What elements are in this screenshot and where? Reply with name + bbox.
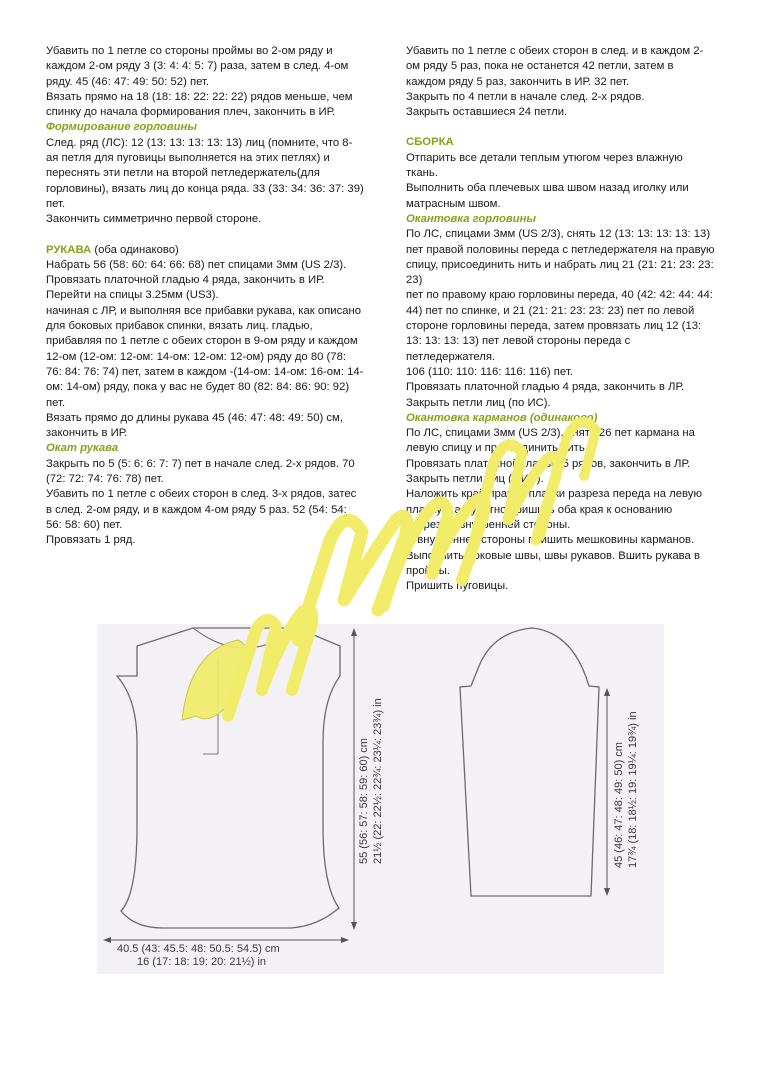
paragraph: Провязать платочной гладью 4 ряда, закончить в ЛР. (406, 381, 684, 394)
body-outline (117, 628, 340, 928)
sleeve-cap-heading: Окат рукава (46, 442, 119, 455)
width-in-label: 16 (17: 18: 19: 20: 21½) in (137, 956, 267, 968)
paragraph: Отпарить все детали теплым утюгом через влажную ткань. (406, 151, 683, 180)
body-height-in-label: 21½ (22: 22½: 22¾: 23¼: 23¾) in (372, 698, 384, 864)
paragraph: Убавить по 1 петле с обеих сторон в след. и в каждом 2-ом ряду 5 раз, пока не останется 42 петли, затем в каждом ряду 5 раз, закончить в ИР. 32 пет. (406, 45, 704, 88)
right-column (406, 44, 716, 594)
sleeve-outline (460, 628, 599, 896)
paragraph: Набрать 56 (58: 60: 64: 66: 68) пет спицами 3мм (US 2/3). Провязать платочной гладью 4 ряда, закончить в ИР. (46, 258, 347, 287)
paragraph: По ЛС, спицами 3мм (US 2/3), снять 26 пет кармана на левую спицу и присоединить нить. (406, 427, 695, 455)
sleeves-heading: РУКАВА (46, 243, 92, 256)
paragraph: Вязать прямо на 18 (18: 18: 22: 22: 22) рядов меньше, чем спинку до начала формирования плеч, закончить в ИР. (46, 90, 353, 119)
paragraph: Провязать 1 ряд. (46, 534, 136, 547)
neck-shaping-heading: Формирование горловины (46, 121, 198, 134)
arrow-head (351, 922, 357, 930)
paragraph: Убавить по 1 петле со стороны проймы во 2-ом ряду и каждом 2-ом ряду 3 (3: 4: 4: 5: 7) раза, затем в след. 4-ом ряду. 45 (46: 47: 49: 50: 52) пет. (46, 45, 349, 88)
neckline (193, 628, 297, 648)
neckband-heading: Окантовка горловины (406, 212, 537, 225)
paragraph: Перейти на спицы 3.25мм (US3). (46, 289, 219, 302)
sleeves-note: (оба одинаково) (91, 243, 179, 256)
arrow-head (351, 628, 357, 636)
paragraph: 106 (110: 110: 116: 116: 116) пет. (406, 365, 573, 378)
arrow-head (103, 937, 111, 943)
paragraph: Убавить по 1 петле с обеих сторон в след. 3-х рядов, затес в след. 2-ом ряду, и в каждом 4-ом ряду 5 раз. 52 (54: 54: 56: 58: 60) пет. (46, 488, 357, 531)
width-cm-label: 40.5 (43: 45.5: 48: 50.5: 54.5) cm (117, 943, 280, 955)
paragraph: Закрыть оставшиеся 24 петли. (406, 106, 568, 119)
schematic-figure (97, 624, 664, 974)
paragraph: Наложить край правой планки разреза переда на левую планку и аккуратно пришить оба края к основанию разреза с внутренней стороны. (406, 488, 702, 531)
arrow-head (604, 888, 610, 896)
paragraph: Закончить симметрично первой стороне. (46, 213, 262, 226)
paragraph: Закрыть по 4 петли в начале след. 2-х рядов. (406, 90, 645, 103)
arrow-head (604, 688, 610, 696)
paragraph: пет по правому краю горловины переда, 40 (42: 42: 44: 44: 44) пет по спинке, и 21 (21: 21: 23: 23: 23) пет по левой стороне горловины переда, затем провязать лиц 12 (13: 13: 13: 13: 13) пет левой стороны переда с петледержателя. (406, 289, 713, 363)
sleeve-length-cm-label: 45 (46: 47: 48: 49: 50) cm (613, 742, 625, 868)
paragraph: Закрыть петли лиц (по ИС). (406, 396, 551, 409)
left-column (46, 44, 364, 549)
paragraph: По ЛС, спицами 3мм (US 2/3), снять 12 (13: 13: 13: 13: 13) пет правой половины переда с петледержателя на правую спицу, присоединить нить и набрать лиц 21 (21: 21: 23: 23: 23) (406, 228, 715, 287)
pocket-band-heading: Окантовка карманов (одинаково) (406, 411, 598, 424)
paragraph: Пришить пуговицы. (406, 580, 509, 593)
paragraph: Выполнить оба плечевых шва швом назад иголку или матрасным швом. (406, 182, 689, 210)
paragraph: След. ряд (ЛС): 12 (13: 13: 13: 13: 13) лиц (помните, что 8-ая петля для пуговицы выполняется на этих петлях) и переснять эти петли на второй петледержатель(для горловины), вязать лиц до конца ряда. 33 (33: 34: 36: 37: 39) пет. (46, 136, 364, 210)
paragraph: Закрыть по 5 (5: 6: 6: 7: 7) пет в начале след. 2-х рядов. 70 (72: 72: 74: 76: 78) пет. (46, 457, 355, 486)
sleeves-heading-line (46, 243, 364, 258)
paragraph: С внутренней стороны пришить мешковины карманов. (406, 534, 695, 547)
body-height-cm-label: 55 (56: 57: 58: 59: 60) cm (358, 738, 370, 864)
arrow-head (341, 937, 349, 943)
paragraph: Закрыть петли лиц (в ИР). (406, 473, 544, 486)
sleeve-length-in-label: 17¾ (18: 18½: 19: 19¼: 19¾) in (627, 711, 639, 868)
paragraph: Вязать прямо до длины рукава 45 (46: 47: 48: 49: 50) см, закончить в ИР. (46, 411, 343, 440)
assembly-heading: СБОРКА (406, 136, 454, 149)
paragraph: Провязать платочной гладью 5 рядов, закончить в ЛР. (406, 457, 690, 470)
paragraph: Выполнить боковые швы, швы рукавов. Вшить рукава в проймы. (406, 549, 700, 577)
paragraph: начиная с ЛР, и выполняя все прибавки рукава, как описано для боковых прибавок спинки, вязать лиц. гладью, прибавляя по 1 петле с обеих сторон в 9-ом ряду и каждом 12-ом (12-ом: 12-ом: 14-ом: 12-ом: 12-ом) ряду до 80 (78: 76: 84: 76: 74) пет, затем в каждом -(14-ом: 14-ом: 16-ом: 14-ом: 14-ом) ряду, пока у вас не будет 80 (82: 84: 86: 90: 92) пет. (46, 304, 364, 409)
